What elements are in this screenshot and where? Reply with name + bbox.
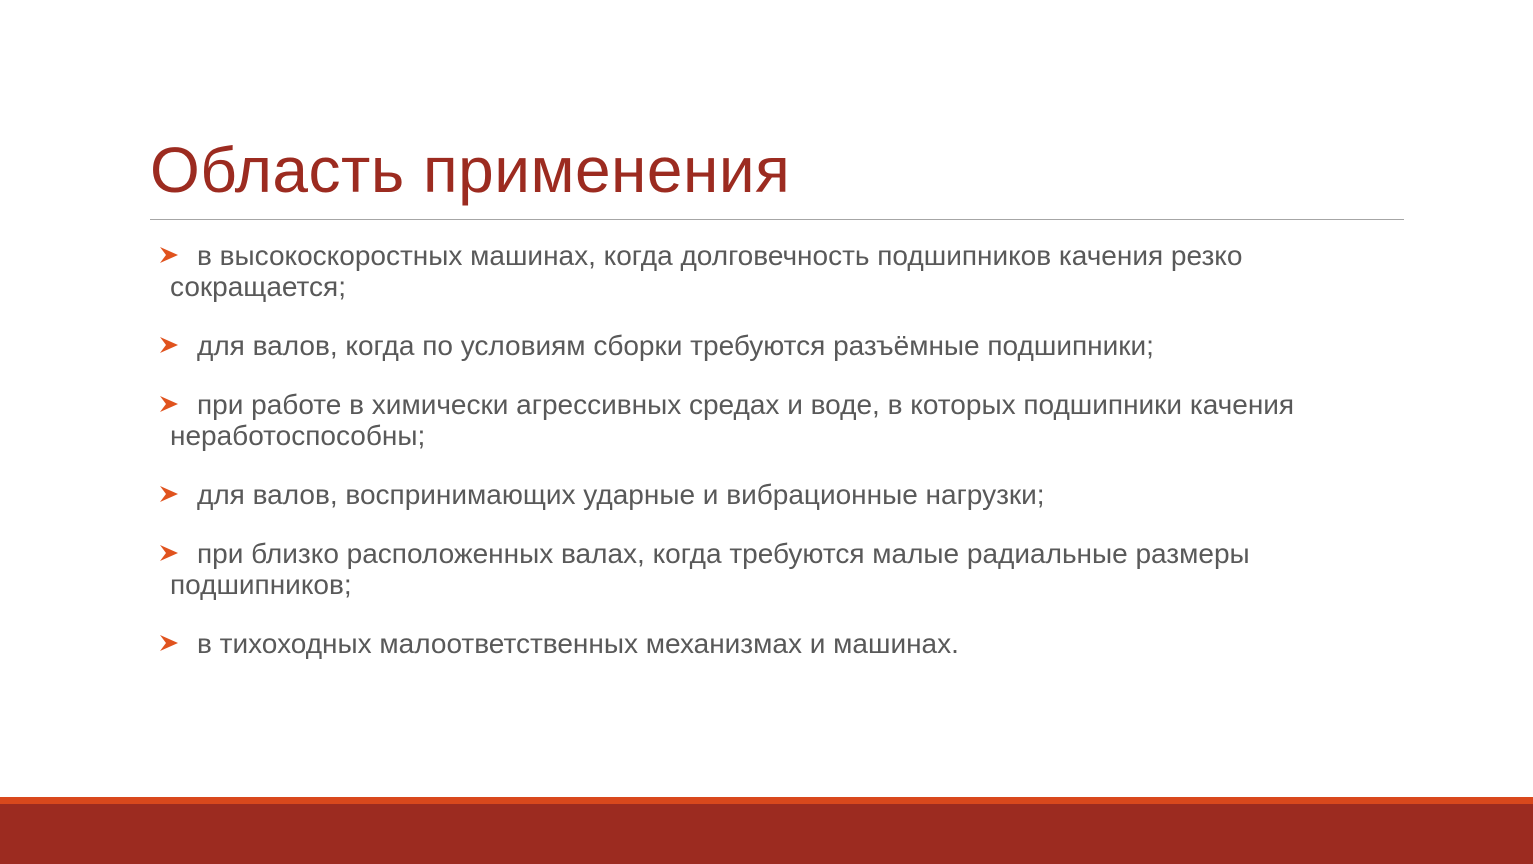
- arrowhead-bullet-icon: [158, 542, 180, 564]
- slide-title: Область применения: [150, 134, 791, 206]
- title-divider: [150, 219, 1404, 220]
- bullet-item: [158, 538, 1388, 600]
- bullet-item: [158, 240, 1388, 302]
- bullet-list: [158, 232, 1388, 671]
- bullet-item: [158, 389, 1388, 451]
- bullet-item: [158, 479, 1388, 510]
- bullet-text: в тихоходных малоответственных механизмах и машинах.: [197, 628, 959, 659]
- bullet-text: для валов, когда по условиям сборки требуются разъёмные подшипники;: [197, 330, 1154, 361]
- arrowhead-bullet-icon: [158, 483, 180, 505]
- bullet-text: в высокоскоростных машинах, когда долговечность подшипников качения резко сокращается;: [170, 240, 1243, 302]
- arrowhead-bullet-icon: [158, 244, 180, 266]
- bullet-text: при работе в химически агрессивных средах и воде, в которых подшипники качения неработоспособны;: [170, 389, 1295, 451]
- footer-main-band: [0, 804, 1533, 864]
- arrowhead-bullet-icon: [158, 632, 180, 654]
- arrowhead-bullet-icon: [158, 334, 180, 356]
- bullet-text: для валов, воспринимающих ударные и вибрационные нагрузки;: [197, 479, 1045, 510]
- arrowhead-bullet-icon: [158, 393, 180, 415]
- footer-bar: [0, 797, 1533, 864]
- footer-accent-stripe: [0, 797, 1533, 804]
- bullet-item: [158, 628, 1388, 659]
- bullet-text: при близко расположенных валах, когда требуются малые радиальные размеры подшипников;: [170, 538, 1250, 600]
- bullet-item: [158, 330, 1388, 361]
